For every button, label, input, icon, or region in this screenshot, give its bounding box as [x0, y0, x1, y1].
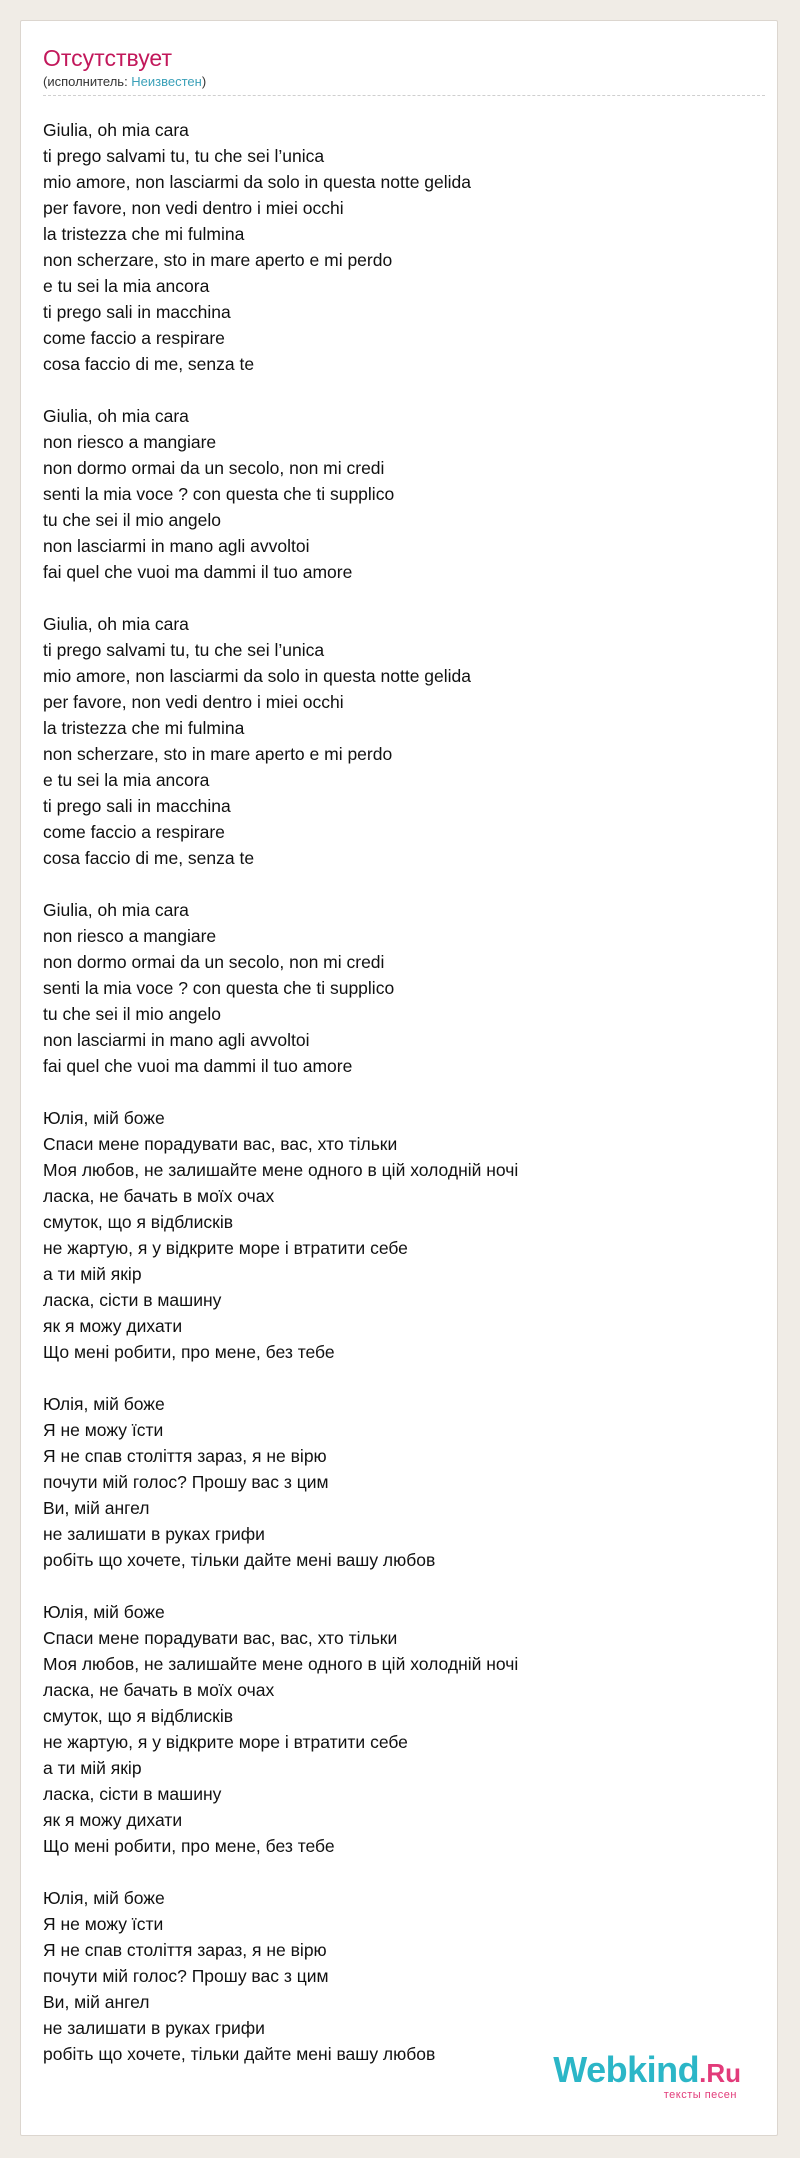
- lyric-line: come faccio a respirare: [43, 822, 225, 842]
- lyric-line: не залишати в руках грифи: [43, 2018, 265, 2038]
- lyric-line: ti prego sali in macchina: [43, 302, 231, 322]
- lyric-line: mio amore, non lasciarmi da solo in questa notte gelida: [43, 666, 472, 686]
- lyric-line: як я можу дихати: [43, 1316, 183, 1336]
- lyric-line: як я можу дихати: [43, 1810, 183, 1830]
- lyric-stanza: [43, 611, 757, 871]
- artist-prefix: (исполнитель:: [43, 74, 132, 89]
- lyric-line: la tristezza che mi fulmina: [43, 224, 245, 244]
- lyric-line: не жартую, я у відкрите море і втратити себе: [43, 1732, 408, 1752]
- lyric-line: Спаси мене порадувати вас, вас, хто тільки: [43, 1134, 398, 1154]
- lyrics-sheet: [20, 20, 778, 2136]
- lyric-line: Giulia, oh mia cara: [43, 406, 189, 426]
- lyric-line: fai quel che vuoi ma dammi il tuo amore: [43, 562, 353, 582]
- lyric-stanza: [43, 897, 757, 1079]
- lyric-line: смуток, що я відблисків: [43, 1706, 234, 1726]
- lyric-line: per favore, non vedi dentro i miei occhi: [43, 692, 344, 712]
- lyric-line: Ви, мій ангел: [43, 1498, 150, 1518]
- site-logo[interactable]: [553, 2049, 741, 2101]
- lyric-line: non dormo ormai da un secolo, non mi credi: [43, 952, 385, 972]
- song-title: Отсутствует: [43, 45, 172, 71]
- lyric-line: ласка, сісти в машину: [43, 1784, 222, 1804]
- lyric-line: Моя любов, не залишайте мене одного в цій холодній ночі: [43, 1654, 519, 1674]
- lyric-line: робіть що хочете, тільки дайте мені вашу любов: [43, 1550, 436, 1570]
- lyric-line: робіть що хочете, тільки дайте мені вашу любов: [43, 2044, 436, 2064]
- lyric-line: senti la mia voce ? con questa che ti supplico: [43, 978, 395, 998]
- logo-tld-text: .Ru: [699, 2058, 741, 2088]
- lyric-line: ласка, не бачать в моїх очах: [43, 1186, 275, 1206]
- song-header: [43, 43, 757, 104]
- lyric-line: come faccio a respirare: [43, 328, 225, 348]
- lyric-line: Я не спав століття зараз, я не вірю: [43, 1446, 327, 1466]
- artist-suffix: ): [201, 74, 207, 89]
- lyric-line: Юлія, мій боже: [43, 1888, 165, 1908]
- lyric-line: ti prego sali in macchina: [43, 796, 231, 816]
- artist-line: [43, 73, 757, 91]
- lyric-line: cosa faccio di me, senza te: [43, 354, 255, 374]
- lyric-line: cosa faccio di me, senza te: [43, 848, 255, 868]
- lyric-stanza: [43, 1391, 757, 1573]
- header-divider: [43, 95, 765, 96]
- lyric-line: non scherzare, sto in mare aperto e mi perdo: [43, 744, 393, 764]
- lyric-line: e tu sei la mia ancora: [43, 770, 210, 790]
- lyric-line: fai quel che vuoi ma dammi il tuo amore: [43, 1056, 353, 1076]
- lyric-stanza: [43, 403, 757, 585]
- lyric-line: Моя любов, не залишайте мене одного в цій холодній ночі: [43, 1160, 519, 1180]
- lyric-line: не залишати в руках грифи: [43, 1524, 265, 1544]
- lyric-stanza: [43, 117, 757, 377]
- lyric-stanza: [43, 1599, 757, 1859]
- lyric-line: Спаси мене порадувати вас, вас, хто тільки: [43, 1628, 398, 1648]
- lyric-line: la tristezza che mi fulmina: [43, 718, 245, 738]
- lyric-line: а ти мій якір: [43, 1264, 142, 1284]
- lyric-line: Giulia, oh mia cara: [43, 120, 189, 140]
- lyric-line: ti prego salvami tu, tu che sei l’unica: [43, 640, 325, 660]
- lyric-line: Ви, мій ангел: [43, 1992, 150, 2012]
- lyric-line: Я не можу їсти: [43, 1914, 164, 1934]
- lyric-line: tu che sei il mio angelo: [43, 510, 222, 530]
- lyric-line: non scherzare, sto in mare aperto e mi perdo: [43, 250, 393, 270]
- lyric-line: Юлія, мій боже: [43, 1394, 165, 1414]
- lyric-line: Юлія, мій боже: [43, 1108, 165, 1128]
- lyric-line: non lasciarmi in mano agli avvoltoi: [43, 1030, 310, 1050]
- lyric-stanza: [43, 1105, 757, 1365]
- lyric-line: non riesco a mangiare: [43, 926, 217, 946]
- lyric-line: e tu sei la mia ancora: [43, 276, 210, 296]
- lyric-stanza: [43, 1885, 757, 2067]
- lyric-line: ласка, сісти в машину: [43, 1290, 222, 1310]
- lyric-line: non riesco a mangiare: [43, 432, 217, 452]
- lyric-line: смуток, що я відблисків: [43, 1212, 234, 1232]
- lyrics-body: [43, 117, 757, 2067]
- lyric-line: tu che sei il mio angelo: [43, 1004, 222, 1024]
- lyric-line: Юлія, мій боже: [43, 1602, 165, 1622]
- lyric-line: per favore, non vedi dentro i miei occhi: [43, 198, 344, 218]
- lyric-line: mio amore, non lasciarmi da solo in questa notte gelida: [43, 172, 472, 192]
- lyric-line: Giulia, oh mia cara: [43, 614, 189, 634]
- logo-main-text: Webkind: [553, 2049, 700, 2090]
- lyric-line: non lasciarmi in mano agli avvoltoi: [43, 536, 310, 556]
- lyric-line: Що мені робити, про мене, без тебе: [43, 1342, 335, 1362]
- lyric-line: Я не спав століття зараз, я не вірю: [43, 1940, 327, 1960]
- lyric-line: Що мені робити, про мене, без тебе: [43, 1836, 335, 1856]
- lyric-line: почути мій голос? Прошу вас з цим: [43, 1472, 329, 1492]
- lyric-line: а ти мій якір: [43, 1758, 142, 1778]
- lyric-line: ласка, не бачать в моїх очах: [43, 1680, 275, 1700]
- lyric-line: Giulia, oh mia cara: [43, 900, 189, 920]
- lyric-line: senti la mia voce ? con questa che ti supplico: [43, 484, 395, 504]
- lyric-line: ti prego salvami tu, tu che sei l’unica: [43, 146, 325, 166]
- artist-link[interactable]: Неизвестен: [131, 74, 202, 89]
- lyric-line: Я не можу їсти: [43, 1420, 164, 1440]
- logo-tagline: тексты песен: [663, 2089, 737, 2101]
- lyric-line: не жартую, я у відкрите море і втратити себе: [43, 1238, 408, 1258]
- lyric-line: non dormo ormai da un secolo, non mi credi: [43, 458, 385, 478]
- lyric-line: почути мій голос? Прошу вас з цим: [43, 1966, 329, 1986]
